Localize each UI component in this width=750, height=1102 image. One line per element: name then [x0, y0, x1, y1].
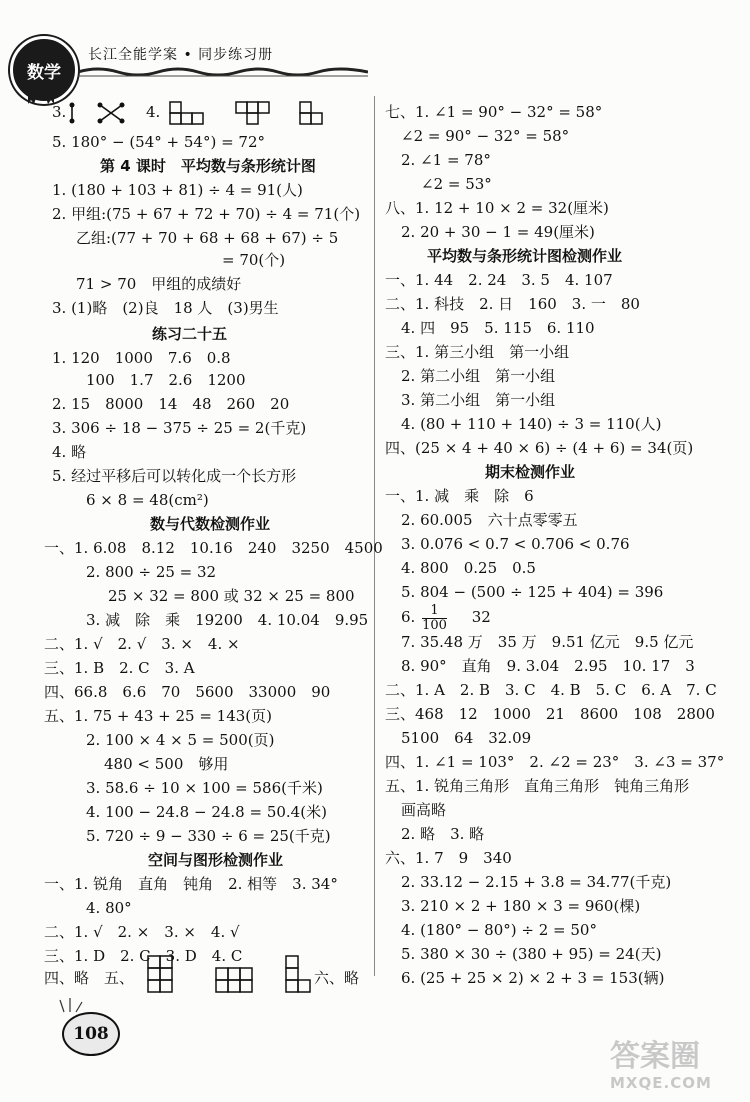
answer-line: 二、1. √ 2. × 3. × 4. √	[44, 923, 240, 941]
subject-badge: 数学	[10, 36, 78, 104]
answer-label: 4.	[146, 103, 161, 121]
answer-line: 3. 减 除 乘 19200 4. 10.04 9.95	[86, 611, 369, 629]
answer-line: 4. (180° − 80°) ÷ 2 = 50°	[401, 921, 597, 939]
answer-line: 2. 800 ÷ 25 = 32	[86, 563, 217, 581]
answer-line: 二、1. 科技 2. 日 160 3. 一 80	[385, 295, 640, 313]
section-heading: 平均数与条形统计图检测作业	[427, 247, 623, 265]
answer-line: 3. 306 ÷ 18 − 375 ÷ 25 = 2(千克)	[52, 419, 307, 437]
answer-line: 5. 180° − (54° + 54°) = 72°	[52, 133, 265, 151]
answer-line: 三、1. B 2. C 3. A	[44, 659, 195, 677]
answer-line: 五、1. 锐角三角形 直角三角形 钝角三角形	[385, 777, 690, 795]
answer-line: 四、1. ∠1 = 103° 2. ∠2 = 23° 3. ∠3 = 37°	[385, 753, 725, 771]
watermark-url: MXQE.COM	[610, 1074, 712, 1092]
answer-line: 四、(25 × 4 + 40 × 6) ÷ (4 + 6) = 34(页)	[385, 439, 694, 457]
answer-line: 1. 120 1000 7.6 0.8	[52, 349, 231, 367]
answer-line: 6. (25 + 25 × 2) × 2 + 3 = 153(辆)	[401, 969, 665, 987]
answer-line: 4. (80 + 110 + 140) ÷ 3 = 110(人)	[401, 415, 662, 433]
answer-line: 480 < 500 够用	[104, 755, 229, 773]
answer-line: 3. 210 × 2 + 180 × 3 = 960(棵)	[401, 897, 641, 915]
answer-line: 6 × 8 = 48(cm²)	[86, 491, 209, 509]
answer-line: 一、1. 减 乘 除 6	[385, 487, 534, 505]
answer-line: 六、略	[314, 969, 360, 987]
answer-line: 2. ∠1 = 78°	[401, 151, 491, 169]
answer-line: 二、1. √ 2. √ 3. × 4. ×	[44, 635, 240, 653]
answer-line: 2. 第二小组 第一小组	[401, 367, 556, 385]
answer-line: 3. (1)略 (2)良 18 人 (3)男生	[52, 299, 279, 317]
sparkle-icon	[58, 996, 88, 1014]
answer-line: 5. 380 × 30 ÷ (380 + 95) = 24(天)	[401, 945, 662, 963]
answer-line: 画高略	[401, 801, 447, 819]
answer-line: ∠2 = 53°	[421, 175, 492, 193]
answer-line: 2. 60.005 六十点零零五	[401, 511, 578, 529]
answer-line: 7. 35.48 万 35 万 9.51 亿元 9.5 亿元	[401, 633, 694, 651]
answer-line: 2. 15 8000 14 48 260 20	[52, 395, 290, 413]
answer-line: 三、1. 第三小组 第一小组	[385, 343, 570, 361]
fraction-after: 32	[471, 608, 491, 626]
answer-line: 4. 800 0.25 0.5	[401, 559, 536, 577]
answer-line: = 70(个)	[222, 251, 286, 269]
answer-line: 2. 20 + 30 − 1 = 49(厘米)	[401, 223, 595, 241]
section-heading: 第 4 课时 平均数与条形统计图	[100, 157, 316, 175]
answer-line-fraction	[401, 600, 491, 634]
section-heading: 数与代数检测作业	[150, 515, 271, 533]
answer-line: 2. 略 3. 略	[401, 825, 485, 843]
page-header	[0, 0, 750, 100]
answer-line: 4. 四 95 5. 115 6. 110	[401, 319, 595, 337]
answer-line: 25 × 32 = 800 或 32 × 25 = 800	[108, 587, 355, 605]
section-heading: 练习二十五	[152, 325, 228, 343]
answer-line: 71 > 70 甲组的成绩好	[76, 275, 242, 293]
answer-line: 四、66.8 6.6 70 5600 33000 90	[44, 683, 331, 701]
answer-line: 三、468 12 1000 21 8600 108 2800	[385, 705, 715, 723]
answer-line: 3.	[52, 103, 67, 121]
answer-line: 四、略 五、	[44, 969, 135, 987]
answer-line: 4. 100 − 24.8 − 24.8 = 50.4(米)	[86, 803, 327, 821]
answer-line: 二、1. A 2. B 3. C 4. B 5. C 6. A 7. C	[385, 681, 717, 699]
header-rule	[78, 66, 368, 78]
answer-line: 3. 58.6 ÷ 10 × 100 = 586(千米)	[86, 779, 323, 797]
answer-line: 4. 80°	[86, 899, 132, 917]
answer-line: 5. 经过平移后可以转化成一个长方形	[52, 467, 297, 485]
answer-line: 一、1. 锐角 直角 钝角 2. 相等 3. 34°	[44, 875, 338, 893]
answer-line: ∠2 = 90° − 32° = 58°	[401, 127, 570, 145]
fraction	[422, 604, 447, 633]
section-heading: 期末检测作业	[485, 463, 576, 481]
answer-line: 3. 0.076 < 0.7 < 0.706 < 0.76	[401, 535, 630, 553]
page-number: 108	[62, 1012, 120, 1056]
item-number: 6.	[401, 608, 416, 626]
watermark-text: 答案圈	[610, 1039, 700, 1074]
answer-line: 六、1. 7 9 340	[385, 849, 512, 867]
answer-line: 100 1.7 2.6 1200	[86, 371, 246, 389]
answer-line: 5100 64 32.09	[401, 729, 532, 747]
answer-line: 1. (180 + 103 + 81) ÷ 4 = 91(人)	[52, 181, 303, 199]
watermark-logo	[610, 1040, 750, 1100]
answer-line: 2. 33.12 − 2.15 + 3.8 = 34.77(千克)	[401, 873, 672, 891]
cube-view-figures	[168, 100, 338, 126]
answer-line: 8. 90° 直角 9. 3.04 2.95 10. 17 3	[401, 657, 695, 675]
answer-line: 3. 第二小组 第一小组	[401, 391, 556, 409]
answer-line: 三、1. D 2. C 3. D 4. C	[44, 947, 243, 965]
series-title: 长江全能学案 • 同步练习册	[88, 47, 274, 63]
answer-line: 4. 略	[52, 443, 87, 461]
answer-line: 乙组:(77 + 70 + 68 + 68 + 67) ÷ 5	[76, 229, 339, 247]
answer-line: 5. 804 − (500 ÷ 125 + 404) = 396	[401, 583, 664, 601]
column-divider	[374, 96, 375, 976]
answer-line: 5. 720 ÷ 9 − 330 ÷ 6 = 25(千克)	[86, 827, 331, 845]
dot-connection-figures	[68, 102, 140, 124]
answer-line: 七、1. ∠1 = 90° − 32° = 58°	[385, 103, 603, 121]
fraction-numerator: 1	[430, 602, 439, 618]
answer-line: 一、1. 6.08 8.12 10.16 240 3250 4500	[44, 539, 383, 557]
answer-line: 八、1. 12 + 10 × 2 = 32(厘米)	[385, 199, 609, 217]
section-heading: 空间与图形检测作业	[148, 851, 284, 869]
fraction-denominator: 100	[422, 617, 447, 633]
answer-line: 一、1. 44 2. 24 3. 5 4. 107	[385, 271, 613, 289]
answer-line: 2. 甲组:(75 + 67 + 72 + 70) ÷ 4 = 71(个)	[52, 205, 361, 223]
answer-line: 五、1. 75 + 43 + 25 = 143(页)	[44, 707, 272, 725]
answer-line: 2. 100 × 4 × 5 = 500(页)	[86, 731, 275, 749]
